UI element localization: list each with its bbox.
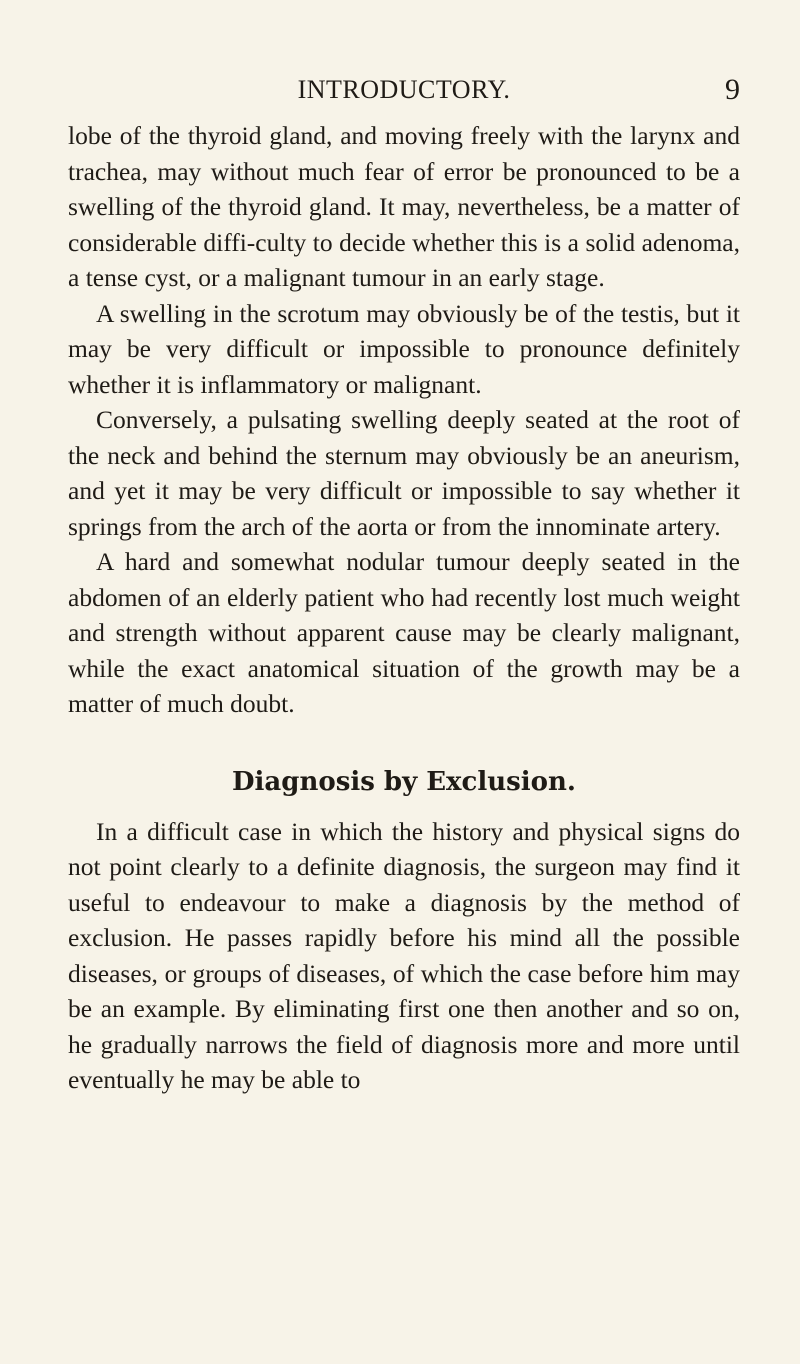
paragraph-abdominal-tumour: A hard and somewhat nodular tumour deeply seated in the abdomen of an elderly patient who had recently lost much weight and strength without apparent cause may be clearly malignant, while the exact anatomical situation of the growth may be a matter of much doubt.	[68, 547, 740, 718]
running-head: INTRODUCTORY.	[297, 75, 511, 104]
paragraph-exclusion: In a difficult case in which the history and physical signs do not point clearly to a definite diagnosis, the surgeon may find it useful to endeavour to make a diagnosis by the method of exclusion. He passes rapidly before his mind all the possible diseases, or groups of diseases, of which the case before him may be an example. By eliminating first one then another and so on, he gradually narrows the field of diagnosis more and more until eventually he may be able to	[68, 816, 740, 1094]
paragraph-aneurism: Conversely, a pulsating swelling deeply seated at the root of the neck and behind the sternum may obviously be an aneurism, and yet it may be very difficult or impossible to say whether it springs from the arch of the aorta or from the innominate artery.	[68, 405, 740, 541]
paragraph-scrotum: A swelling in the scrotum may obviously be of the testis, but it may be very difficult or impossible to pronounce definitely whether it is inflammatory or malignant.	[68, 298, 740, 399]
section-heading: Diagnosis by Exclusion.	[232, 766, 576, 797]
paragraph-continuation: lobe of the thyroid gland, and moving freely with the larynx and trachea, may without much fear of error be pronounced to be a swelling of the thyroid gland. It may, nevertheless, be a matter of considerable diffi-culty to decide whether this is a solid adenoma, a tense cyst, or a malignant tumour in an early stage.	[68, 121, 740, 292]
body-text	[68, 118, 740, 1098]
page-number: 9	[725, 73, 740, 106]
page-header	[68, 70, 740, 110]
